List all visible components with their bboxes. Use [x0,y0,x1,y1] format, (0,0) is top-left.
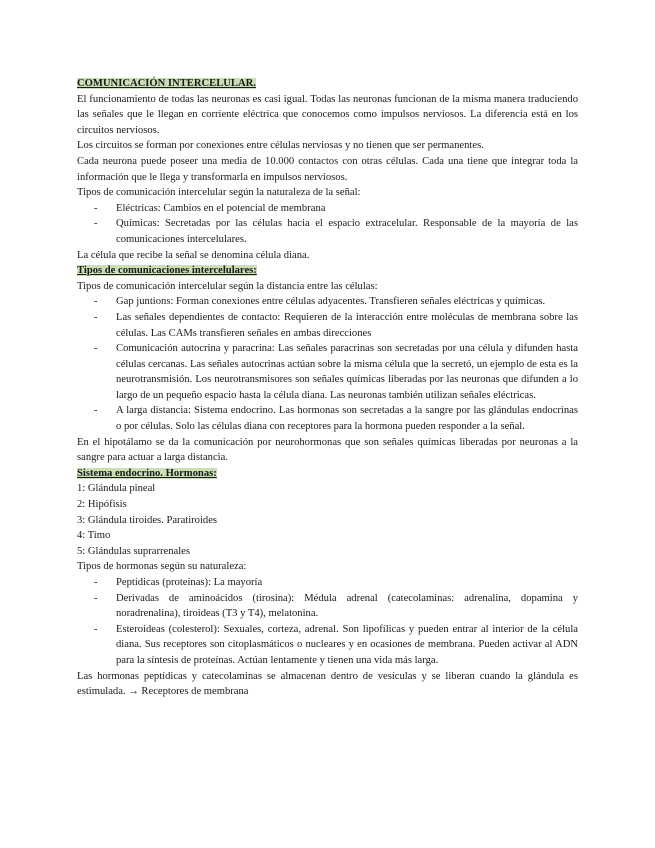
list-item: - Gap juntions: Forman conexiones entre células adyacentes. Transfieren señales eléctricas y químicas. [77,294,578,310]
glandula-item: 5: Glándulas suprarrenales [77,545,190,557]
paragraph-contactos: Cada neurona puede poseer una media de 10.000 contactos con otras células. Cada una tiene que integrar toda la información que le llega y transformarla en impulsos nerviosos. [77,155,578,183]
paragraph-tipos-naturaleza: Tipos de comunicación intercelular según la naturaleza de la señal: [77,187,361,199]
list-item: - Las señales dependientes de contacto: Requieren de la interacción entre moléculas de membrana sobre las células. Las CAMs transfieren señales en ambas direcciones [77,310,578,341]
paragraph-circuitos: Los circuitos se forman por conexiones entre células nerviosas y no tienen que ser permanentes. [77,140,484,152]
list-item: - Peptídicas (proteínas): La mayoría [77,575,578,591]
list-item: - Derivadas de aminoácidos (tirosina): Médula adrenal (catecolaminas: adrenalina, dopamina y noradrenalina), tiroideas (T3 y T4), melatonina. [77,591,578,622]
list-item: - A larga distancia: Sistema endocrino. Las hormonas son secretadas a la sangre por las glándulas endocrinas o por células. Solo las células diana con receptores para la hormona pueden responder a la señal. [77,403,578,434]
list-item: - Eléctricas: Cambios en el potencial de membrana [77,201,578,217]
heading-highlight: Tipos de comunicaciones intercelulares: [77,265,257,277]
document-page [77,76,578,700]
list-naturaleza [77,201,578,248]
section-heading-comunicacion [77,76,578,92]
glandula-item: 3: Glándula tiroides. Paratiroides [77,514,218,526]
paragraph-hipotalamo: En el hipotálamo se da la comunicación por neurohormonas que son señales químicas liberadas por neuronas a la sangre para actuar a larga distancia. [77,436,578,464]
list-item: - Esteroideas (colesterol): Sexuales, corteza, adrenal. Son lipofílicas y pueden entrar al interior de la célula diana. Sus receptores son citoplasmáticos o nucleares y en ocasiones de membrana. Pueden activar al ADN para la síntesis de proteínas. Actúan lentamente y tienen una vida más larga. [77,622,578,669]
list-item: - Comunicación autocrina y paracrina: Las señales paracrinas son secretadas por una célula y difunden hasta células cercanas. Las señales autocrinas actúan sobre la misma célula que la secretó, un ejemplo de esta es la neurotransmisión. Los neurotransmisores son señales químicas liberadas por las neuronas que difunden a lo largo de un pequeño espacio hasta la célula diana. Las neuronas también utilizan señales eléctricas. [77,341,578,403]
section-heading-endocrino [77,466,578,482]
paragraph-peptidicas: Las hormonas peptídicas y catecolaminas se almacenan dentro de vesículas y se liberan cuando la glándula es estimulada. → Receptores de membrana [77,670,578,698]
paragraph-tipos-hormonas: Tipos de hormonas según su naturaleza: [77,561,247,573]
list-hormonas [77,575,578,669]
glandula-item: 2: Hipófisis [77,499,127,511]
heading-highlight: COMUNICACIÓN INTERCELULAR. [77,78,256,89]
paragraph-tipos-distancia: Tipos de comunicación intercelular según la distancia entre las células: [77,280,378,292]
glandula-item: 4: Timo [77,530,111,542]
paragraph-celula-diana: La célula que recibe la señal se denomina célula diana. [77,249,310,261]
list-item: - Químicas: Secretadas por las células hacia el espacio extracelular. Responsable de la mayoría de las comunicaciones intercelulares. [77,216,578,247]
list-distancia [77,294,578,434]
glandula-item: 1: Glándula pineal [77,483,156,495]
heading-highlight: Sistema endocrino. Hormonas: [77,467,217,479]
section-heading-tipos [77,263,578,279]
paragraph-funcionamiento: El funcionamiento de todas las neuronas es casi igual. Todas las neuronas funcionan de la misma manera traduciendo las señales que le llegan en corriente eléctrica que conocemos como impulsos nerviosos. La diferencia está en los circuitos nerviosos. [77,93,578,136]
